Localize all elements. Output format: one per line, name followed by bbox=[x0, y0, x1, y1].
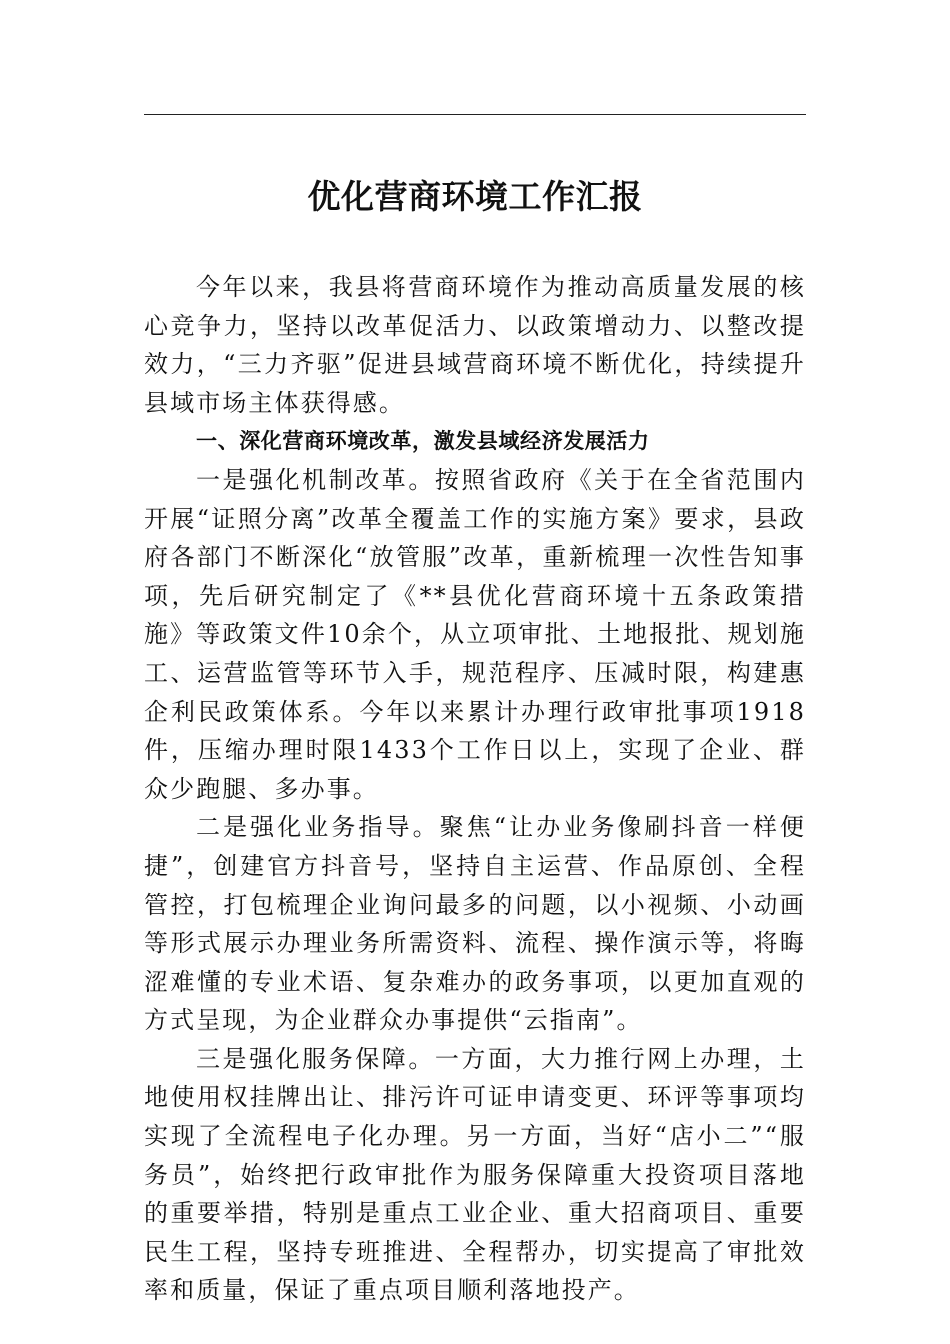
intro-paragraph: 今年以来，我县将营商环境作为推动高质量发展的核心竞争力，坚持以改革促活力、以政策增动力、以整改提效力，“三力齐驱”促进县域营商环境不断优化，持续提升县域市场主体获得感。 bbox=[144, 273, 806, 417]
document-title: 优化营商环境工作汇报 bbox=[307, 177, 643, 216]
document-body bbox=[144, 268, 806, 1310]
paragraph-business-guidance: 二是强化业务指导。聚焦“让办业务像刷抖音一样便捷”，创建官方抖音号，坚持自主运营、作品原创、全程管控，打包梳理企业询问最多的问题，以小视频、小动画等形式展示办理业务所需资料、流程、操作演示等，将晦涩难懂的专业术语、复杂难办的政务事项，以更加直观的方式呈现，为企业群众办事提供“云指南”。 bbox=[144, 813, 806, 1035]
section-heading: 一、深化营商环境改革，激发县域经济发展活力 bbox=[196, 429, 650, 454]
paragraph-service-guarantee: 三是强化服务保障。一方面，大力推行网上办理，土地使用权挂牌出让、排污许可证申请变更、环评等事项均实现了全流程电子化办理。另一方面，当好“店小二”“服务员”，始终把行政审批作为服务保障重大投资项目落地的重要举措，特别是重点工业企业、重大招商项目、重要民生工程，坚持专班推进、全程帮办，切实提高了审批效率和质量，保证了重点项目顺利落地投产。 bbox=[144, 1044, 806, 1305]
header-rule bbox=[144, 114, 806, 115]
paragraph-mechanism-reform: 一是强化机制改革。按照省政府《关于在全省范围内开展“证照分离”改革全覆盖工作的实施方案》要求，县政府各部门不断深化“放管服”改革，重新梳理一次性告知事项，先后研究制定了《**县优化营商环境十五条政策措施》等政策文件10余个，从立项审批、土地报批、规划施工、运营监管等环节入手，规范程序、压减时限，构建惠企利民政策体系。今年以来累计办理行政审批事项1918件，压缩办理时限1433个工作日以上，实现了企业、群众少跑腿、多办事。 bbox=[144, 465, 806, 803]
